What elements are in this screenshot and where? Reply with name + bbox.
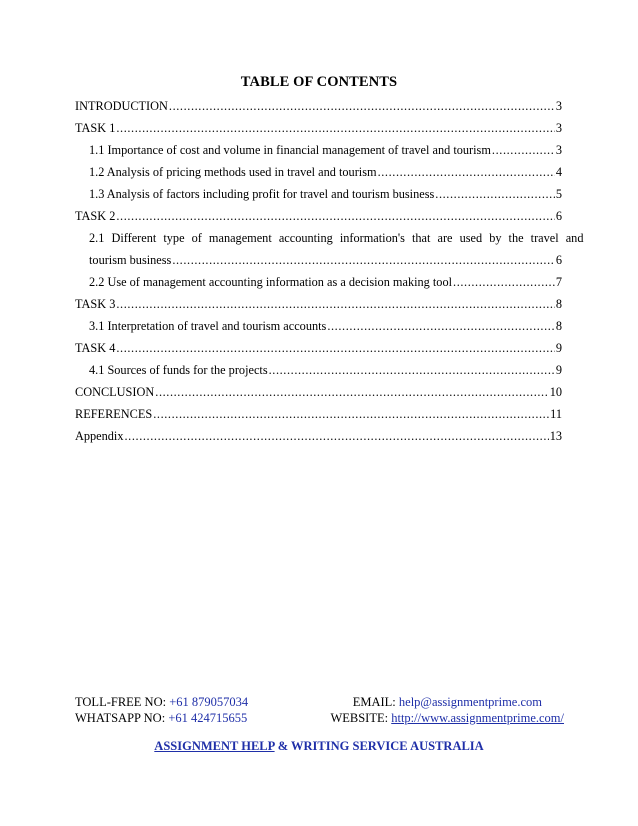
toc-title: TABLE OF CONTENTS <box>240 74 398 90</box>
toc-entry-label: TASK 2 <box>75 209 116 223</box>
toc-entry-label-line2: tourism business <box>89 253 172 267</box>
dot-leader <box>125 428 549 444</box>
banner-text: & WRITING SERVICE AUSTRALIA <box>277 739 484 753</box>
toc-entry-label: 1.2 Analysis of pricing methods used in travel and tourism <box>89 165 377 179</box>
dot-leader <box>169 98 555 114</box>
toc-entry-page: 3 <box>555 121 562 135</box>
toc-entry-label: 3.1 Interpretation of travel and tourism accounts <box>89 319 327 333</box>
footer-banner <box>0 739 638 754</box>
website-label: WEBSITE: <box>330 711 389 725</box>
dot-leader <box>453 274 555 290</box>
dot-leader <box>378 164 555 180</box>
toc-entry-1-1[interactable] <box>75 142 562 158</box>
toc-entry-page: 8 <box>555 319 562 333</box>
toc-entry-task-2[interactable] <box>75 208 562 224</box>
email-link[interactable]: help@assignmentprime.com <box>398 695 542 709</box>
email-block <box>353 694 564 711</box>
toc-entry-page: 6 <box>555 253 562 267</box>
toc-entry-page: 9 <box>555 363 562 377</box>
toc-entry-introduction[interactable] <box>75 98 562 114</box>
toc-entry-appendix[interactable] <box>75 428 562 444</box>
toc-entry-page: 3 <box>555 99 562 113</box>
toc-entry-label: 1.1 Importance of cost and volume in financial management of travel and tourism <box>89 143 491 157</box>
toc-entry-label: INTRODUCTION <box>75 99 168 113</box>
dot-leader <box>435 186 555 202</box>
toc-entry-1-2[interactable] <box>75 164 562 180</box>
website-block <box>330 710 564 727</box>
whatsapp-block <box>75 710 247 727</box>
toc-entry-1-3[interactable] <box>75 186 562 202</box>
table-of-contents <box>75 98 584 450</box>
toc-entry-label-line1: 2.1 Different type of management accounting information's that are used by the travel and <box>89 231 584 245</box>
toc-entry-label: TASK 4 <box>75 341 116 355</box>
dot-leader <box>153 406 549 422</box>
toc-entry-label: REFERENCES <box>75 407 153 421</box>
dot-leader <box>155 384 548 400</box>
toc-entry-label: 2.2 Use of management accounting information as a decision making tool <box>89 275 453 289</box>
dot-leader <box>116 340 554 356</box>
toc-entry-2-2[interactable] <box>75 274 562 290</box>
toc-entry-page: 10 <box>549 385 562 399</box>
toc-entry-4-1[interactable] <box>75 362 562 378</box>
tollfree-block <box>75 694 248 711</box>
tollfree-label: TOLL-FREE NO: <box>75 695 167 709</box>
assignment-help-link[interactable]: ASSIGNMENT HELP <box>154 739 275 753</box>
toc-entry-page: 5 <box>555 187 562 201</box>
toc-entry-page: 3 <box>555 143 562 157</box>
dot-leader <box>116 208 554 224</box>
toc-entry-page: 6 <box>555 209 562 223</box>
toc-entry-task-4[interactable] <box>75 340 562 356</box>
dot-leader <box>172 252 555 268</box>
toc-entry-task-3[interactable] <box>75 296 562 312</box>
toc-entry-label: TASK 3 <box>75 297 116 311</box>
toc-entry-page: 13 <box>549 429 562 443</box>
toc-entry-label: TASK 1 <box>75 121 116 135</box>
toc-entry-label: CONCLUSION <box>75 385 155 399</box>
footer-contact-row-1 <box>75 694 564 711</box>
email-label: EMAIL: <box>352 695 396 709</box>
toc-entry-page: 9 <box>555 341 562 355</box>
toc-entry-2-1[interactable] <box>75 230 584 268</box>
toc-entry-label: 4.1 Sources of funds for the projects <box>89 363 268 377</box>
dot-leader <box>116 120 554 136</box>
toc-entry-conclusion[interactable] <box>75 384 562 400</box>
tollfree-number[interactable]: +61 879057034 <box>169 695 249 709</box>
dot-leader <box>492 142 555 158</box>
toc-entry-page: 8 <box>555 297 562 311</box>
whatsapp-number[interactable]: +61 424715655 <box>168 711 248 725</box>
whatsapp-label: WHATSAPP NO: <box>75 711 166 725</box>
toc-entry-page: 11 <box>550 407 562 421</box>
dot-leader <box>116 296 554 312</box>
website-link[interactable]: http://www.assignmentprime.com/ <box>391 711 564 725</box>
toc-entry-task-1[interactable] <box>75 120 562 136</box>
dot-leader <box>269 362 555 378</box>
toc-entry-references[interactable] <box>75 406 562 422</box>
toc-entry-label: 1.3 Analysis of factors including profit for travel and tourism business <box>89 187 435 201</box>
dot-leader <box>327 318 555 334</box>
toc-entry-3-1[interactable] <box>75 318 562 334</box>
footer-contact-row-2 <box>75 710 564 727</box>
toc-entry-page: 7 <box>555 275 562 289</box>
toc-entry-page: 4 <box>555 165 562 179</box>
toc-entry-label: Appendix <box>75 429 124 443</box>
